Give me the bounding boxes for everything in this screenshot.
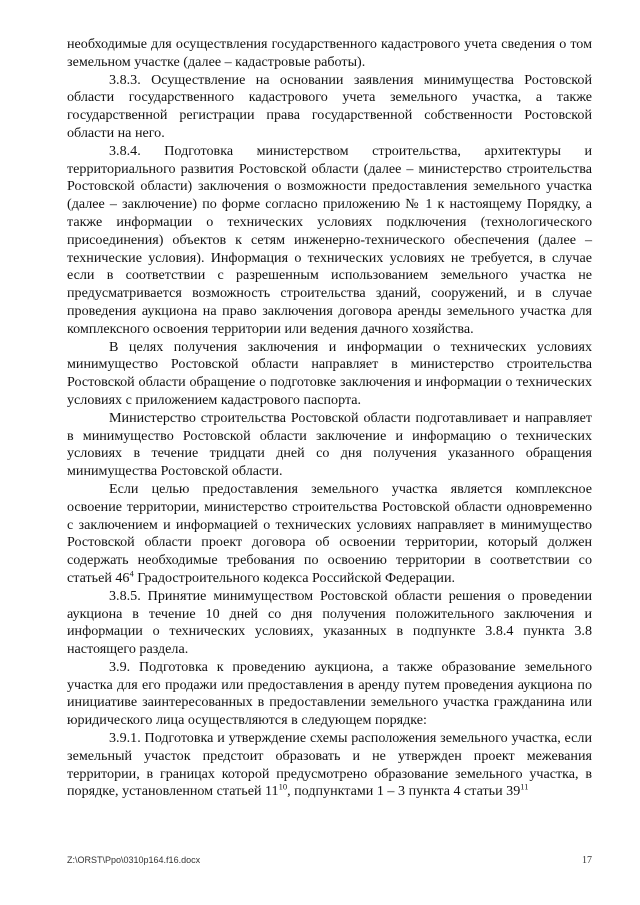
paragraph-request-conclusion: В целях получения заключения и информации о технических условиях минимущество Ростовской области направляет в министерство строительства Ростовской области обращение о подготовке заключения и информации о технических условиях с приложением кадастрового паспорта. [67,338,592,408]
footer-file-path: Z:\ORST\Ppo\0310p164.f16.docx [67,855,201,865]
paragraph-text: , подпунктами 1 – 3 пункта 4 статьи 39 [287,783,521,800]
paragraph-complex-development [67,481,592,588]
document-body [67,36,592,801]
superscript: 10 [278,781,288,792]
paragraph-3-9-1 [67,730,592,801]
page-number: 17 [582,855,592,866]
paragraph-ministry-response: Министерство строительства Ростовской области подготавливает и направляет в минимущество Ростовской области заключение и информацию о технических условиях в течение тридцати дней со дня получения указанного обращения минимущества Ростовской области. [67,409,592,480]
paragraph-text: 3.9.1. Подготовка и утверждение схемы расположения земельного участка, если земельный участок предстоит образовать и не утвержден проект межевания территории, в границах которой предусмотрено образование земельного участка, в порядке, установленном статьей 11 [67,730,592,800]
paragraph-3-9: 3.9. Подготовка к проведению аукциона, а также образование земельного участка для его продажи или предоставления в аренду путем проведения аукциона по инициативе заинтересованных в предоставлении земельного участка гражданина или юридического лица осуществляются в следующем порядке: [67,658,592,729]
superscript: 4 [129,568,134,579]
paragraph-3-8-4: 3.8.4. Подготовка министерством строительства, архитектуры и территориального развития Ростовской области (далее – министерство строительства Ростовской области) заключения о возможности предоставления земельного участка (далее – заключение) по форме согласно приложению № 1 к настоящему Порядку, а также информации о технических условиях подключения (технологического присоединения) объектов к сетям инженерно-технического обеспечения (далее – технические условия). Информация о технических условиях не требуется, в случае если в соответствии с разрешенным использованием земельного участка не предусматривается возможность строительства зданий, сооружений, и в случае проведения аукциона на право заключения договора аренды земельного участка для комплексного освоения территории или ведения дачного хозяйства. [67,142,592,337]
paragraph-3-8-3: 3.8.3. Осуществление на основании заявления минимущества Ростовской области государственного кадастрового учета земельного участка, а также государственной регистрации права государственной собственности Ростовской области на него. [67,71,592,141]
superscript: 11 [520,781,529,792]
paragraph-text: Если целью предоставления земельного участка является комплексное освоение территории, министерство строительства Ростовской области одновременно с заключением и информацией о технических условиях направляет в минимущество Ростовской области проект договора об освоении территории, который должен содержать необходимые требования по освоению территории в соответствии со статьей 46 [67,480,592,586]
paragraph-text: Градостроительного кодекса Российской Федерации. [133,569,456,586]
paragraph-continuation: необходимые для осуществления государственного кадастрового учета сведения о том земельном участке (далее – кадастровые работы). [67,36,592,70]
paragraph-3-8-5: 3.8.5. Принятие минимуществом Ростовской области решения о проведении аукциона в течение 10 дней со дня получения положительного заключения и информации о технических условиях, указанных в подпункте 3.8.4 пункта 3.8 настоящего раздела. [67,587,592,658]
